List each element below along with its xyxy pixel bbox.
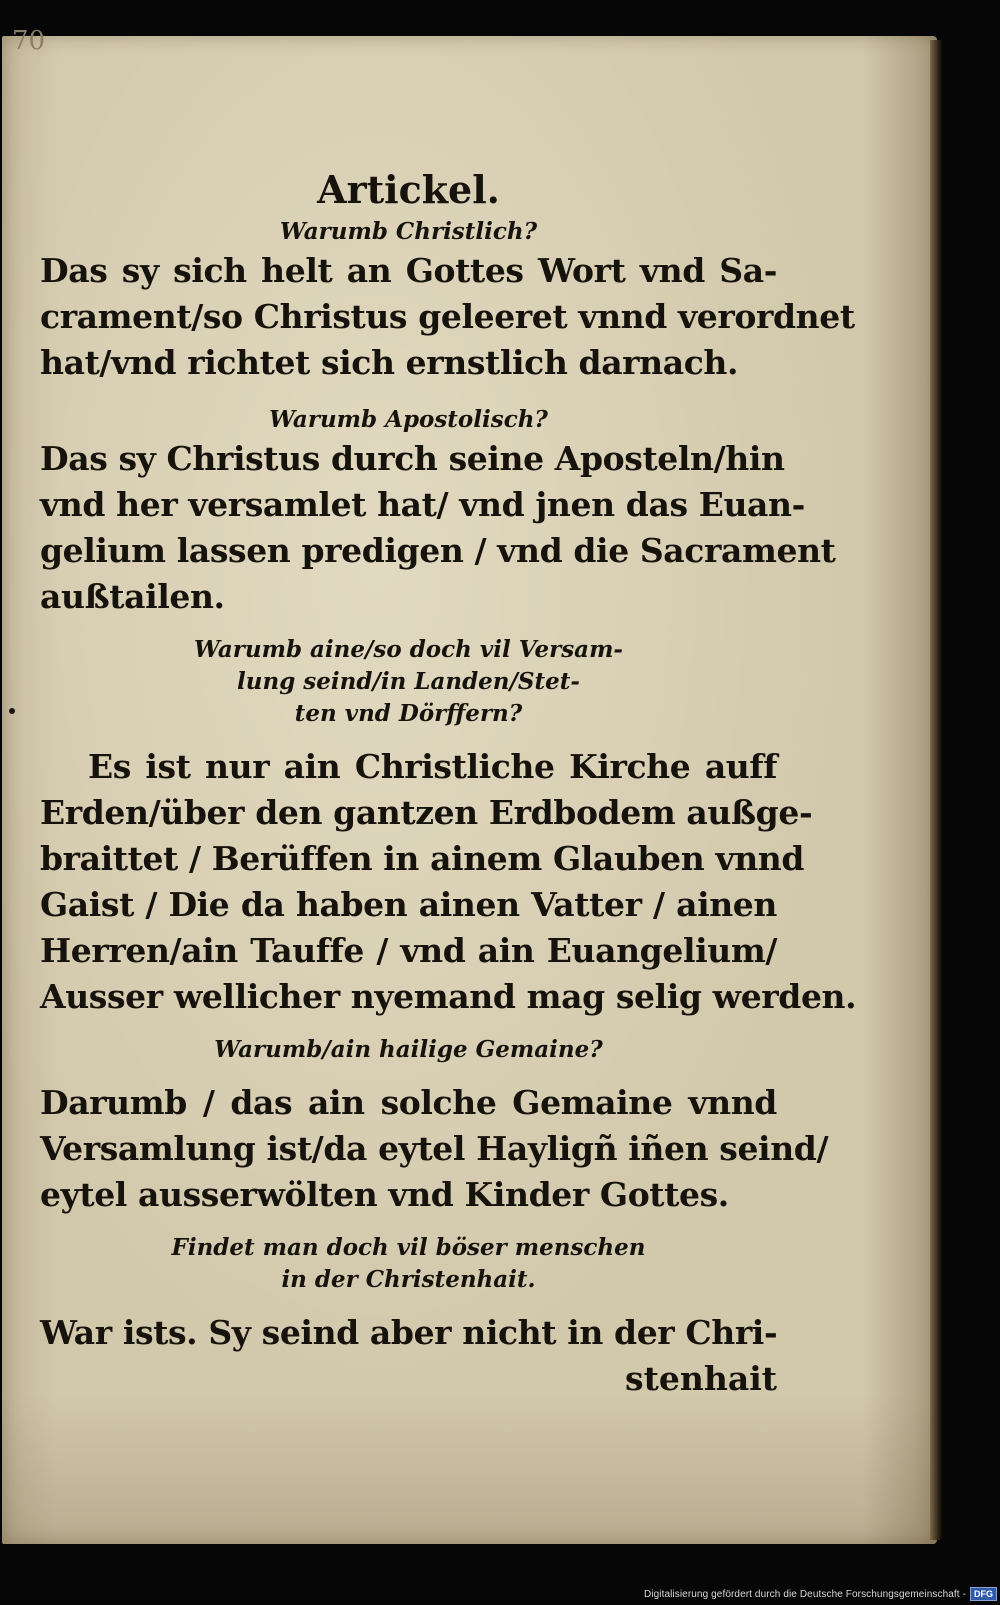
text-line: außtailen. bbox=[40, 577, 225, 616]
answer-aine bbox=[40, 744, 857, 1020]
text-line: eytel ausserwölten vnd Kinder Gottes. bbox=[40, 1175, 729, 1214]
question-apostolisch: Warumb Apostolisch? bbox=[269, 406, 548, 433]
text-line: hat/vnd richtet sich ernstlich darnach. bbox=[40, 343, 739, 382]
text-line: Gaist / Die da haben ainen Vatter / ainen bbox=[40, 885, 777, 924]
text-line: vnd her versamlet hat/ vnd jnen das Euan- bbox=[40, 485, 805, 524]
answer-christlich bbox=[40, 248, 855, 386]
answer-boser bbox=[40, 1310, 777, 1356]
text-line: braittet / Berüffen in ainem Glauben vnnd bbox=[40, 839, 805, 878]
page-edge bbox=[930, 40, 942, 1540]
answer-apostolisch bbox=[40, 436, 836, 620]
text-line: ten vnd Dörffern? bbox=[294, 700, 523, 727]
text-line: gelium lassen predigen / vnd die Sacrament bbox=[40, 531, 836, 570]
margin-mark bbox=[9, 708, 15, 714]
page-heading: Artickel. bbox=[317, 167, 500, 212]
text-line: War ists. Sy seind aber nicht in der Chri- bbox=[40, 1313, 778, 1352]
text-line: Herren/ain Tauffe / vnd ain Euangelium/ bbox=[40, 931, 777, 970]
question-aine bbox=[40, 634, 777, 730]
text-line: Es ist nur ain Christliche Kirche auff bbox=[88, 747, 777, 786]
text-line: Darumb / das ain solche Gemaine vnnd bbox=[40, 1083, 777, 1122]
question-boser bbox=[40, 1232, 777, 1296]
text-line: Das sy Christus durch seine Aposteln/hin bbox=[40, 439, 785, 478]
text-line: Warumb aine/so doch vil Versam- bbox=[194, 636, 623, 663]
book-page bbox=[2, 26, 937, 1544]
question-hailige: Warumb/ain hailige Gemaine? bbox=[214, 1036, 603, 1063]
page-number-fragment: 70 bbox=[12, 26, 46, 56]
text-line: Ausser wellicher nyemand mag selig werden. bbox=[40, 977, 857, 1016]
dfg-logo-icon: DFG bbox=[970, 1587, 997, 1601]
text-line: Erden/über den gantzen Erdbodem außge- bbox=[40, 793, 813, 832]
text-line: in der Christenhait. bbox=[281, 1266, 536, 1293]
text-line: Findet man doch vil böser menschen bbox=[171, 1234, 646, 1261]
catchword: stenhait bbox=[625, 1359, 777, 1398]
page-text bbox=[40, 166, 857, 1402]
text-line: lung seind/in Landen/Stet- bbox=[237, 668, 580, 695]
text-line: Das sy sich helt an Gottes Wort vnd Sa- bbox=[40, 251, 777, 290]
text-line: crament/so Christus geleeret vnnd verordnet bbox=[40, 297, 855, 336]
digitization-credit bbox=[638, 1583, 1000, 1605]
answer-hailige bbox=[40, 1080, 829, 1218]
question-christlich: Warumb Christlich? bbox=[279, 218, 538, 245]
credit-text: Digitalisierung gefördert durch die Deutsche Forschungsgemeinschaft - bbox=[643, 1588, 966, 1600]
text-line: Versamlung ist/da eytel Hayligñ iñen seind/ bbox=[40, 1129, 829, 1168]
